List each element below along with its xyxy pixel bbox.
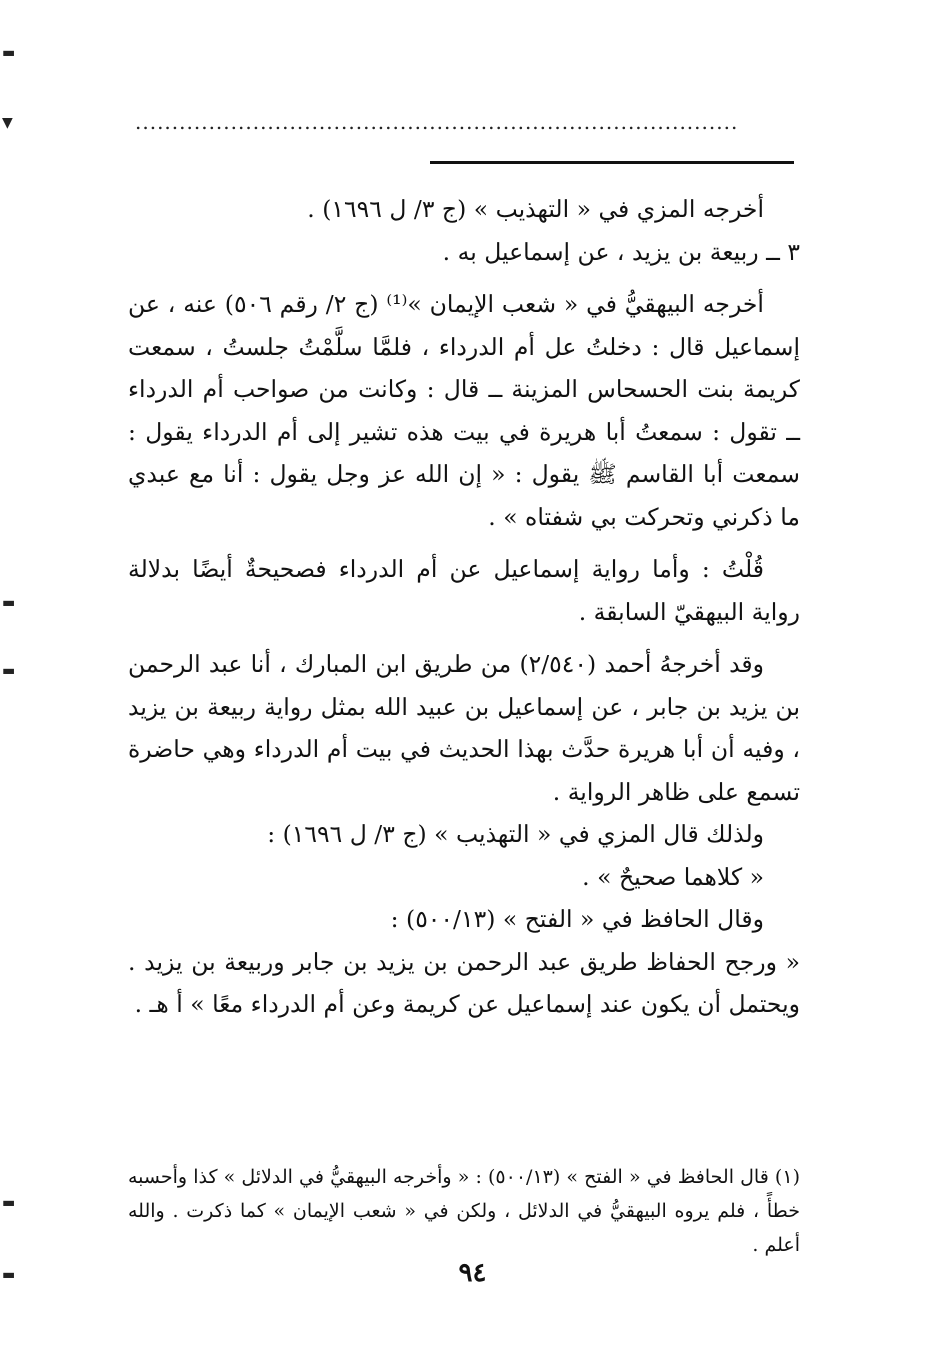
page-number: ٩٤ [458,1258,487,1288]
margin-mark: ▬ [2,45,16,61]
footnote [128,1160,800,1262]
margin-mark: ▼ [2,115,13,131]
main-text [128,188,800,1026]
paragraph-bayhaqi: أخرجه البيهقيُّ في « شعب الإيمان »⁽¹⁾ (ج ٢/ رقم ٥٠٦) عنه ، عن إسماعيل قال : دخلتُ عل أم الدرداء ، فلمَّا سلَّمْتُ جلستُ ، سمعت كريمة بنت الحسحاس المزينة ــ قال : وكانت من صواحب أم الدرداء ــ تقول : سمعتُ أبا هريرة في بيت هذه تشير إلى أم الدرداء يقول : سمعت أبا القاسم ﷺ يقول : « إن الله عز وجل يقول : أنا مع عبدي ما ذكرني وتحركت بي شفتاه » . [128,290,800,531]
paragraph-mizzi-quote: ولذلك قال المزي في « التهذيب » (ج ٣/ ل ١٦٩٦) : [267,820,764,848]
separator-rule [430,161,794,164]
margin-mark: ▬ [2,595,16,611]
margin-mark: ▬ [2,1267,16,1283]
paragraph-qultu: قُلْتُ : وأما رواية إسماعيل عن أم الدرداء فصحيحةٌ أيضًا بدلالة رواية البيهقيّ السابقة . [128,555,800,626]
margin-mark: ▬ [2,663,16,679]
paragraph-rabia: ٣ ــ ربيعة بن يزيد ، عن إسماعيل به . [442,237,800,266]
margin-mark: ▬ [2,1195,16,1211]
paragraph-kilahuma: « كلاهما صحيحٌ » . [582,862,764,891]
paragraph-rajjaha: « ورجح الحفاظ طريق عبد الرحمن بن يزيد بن جابر وربيعة بن يزيد . ويحتمل أن يكون عند إسماعيل عن كريمة وعن أم الدرداء معًا » أ هـ . [128,947,800,1018]
dotted-leader-line: .................................................................................. [135,110,739,134]
paragraph-mizzi: أخرجه المزي في « التهذيب » (ج ٣/ ل ١٦٩٦) . [307,195,764,223]
paragraph-ahmad: وقد أخرجهُ أحمد (٢/٥٤٠) من طريق ابن المبارك ، أنا عبد الرحمن بن يزيد بن جابر ، عن إسماعيل بن عبيد الله بمثل رواية ربيعة بن يزيد ، وفيه أن أبا هريرة حدَّث بهذا الحديث في بيت أم الدرداء وهي حاضرة تسمع على ظاهر الرواية . [128,650,800,806]
footnote-text: (١) قال الحافظ في « الفتح » (٥٠٠/١٣) : « وأخرجه البيهقيُّ في الدلائل » كذا وأحسبه خطأً ، فلم يروه البيهقيُّ في الدلائل ، ولكن في « شعب الإيمان » كما ذكرت . والله أعلم . [128,1166,800,1256]
paragraph-hafiz: وقال الحافظ في « الفتح » (٥٠٠/١٣) : [390,905,764,933]
